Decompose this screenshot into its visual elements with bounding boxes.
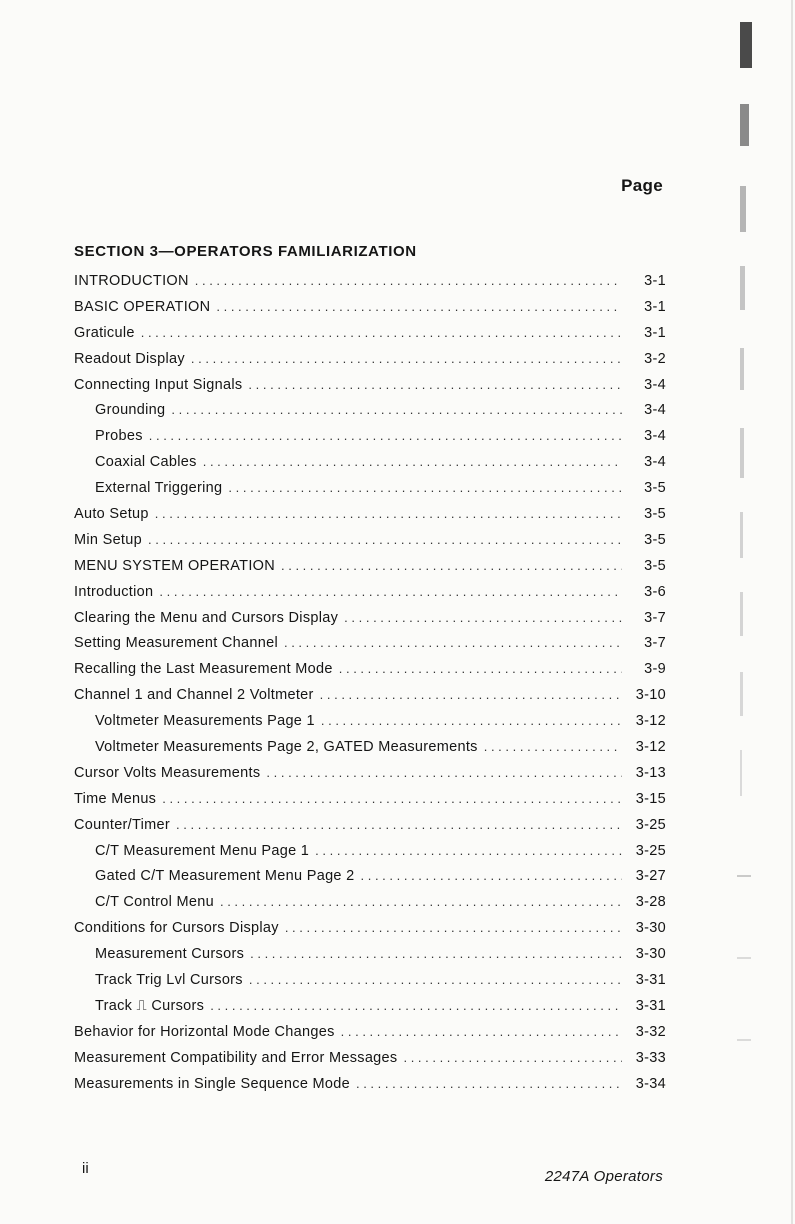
dot-leader bbox=[195, 273, 622, 288]
toc-entry bbox=[74, 894, 666, 920]
toc-entry bbox=[74, 946, 666, 972]
toc-entry bbox=[74, 273, 666, 299]
toc-entry bbox=[74, 713, 666, 739]
toc-entry-page: 3-30 bbox=[635, 946, 666, 963]
toc-entry bbox=[74, 972, 666, 998]
toc-entry bbox=[74, 817, 666, 843]
toc-entry bbox=[74, 1076, 666, 1102]
toc-entry bbox=[74, 325, 666, 351]
toc-entry bbox=[74, 506, 666, 532]
dot-leader bbox=[321, 713, 622, 728]
toc-entry-page: 3-4 bbox=[644, 454, 666, 471]
toc-entry-label: Voltmeter Measurements Page 2, GATED Measurements bbox=[95, 739, 478, 756]
toc-entry bbox=[74, 998, 666, 1024]
dot-leader bbox=[284, 635, 622, 650]
dot-leader bbox=[315, 843, 622, 858]
dot-leader bbox=[148, 532, 622, 547]
toc-entry-label: Graticule bbox=[74, 324, 135, 341]
dot-leader bbox=[339, 661, 622, 676]
toc-entry-label: BASIC OPERATION bbox=[74, 298, 211, 315]
toc-entry-page: 3-13 bbox=[635, 764, 666, 781]
toc-entry-page: 3-1 bbox=[644, 273, 666, 289]
toc-entry-page: 3-5 bbox=[644, 506, 666, 523]
toc-entry-page: 3-7 bbox=[644, 635, 666, 652]
toc-entry-page: 3-34 bbox=[635, 1075, 666, 1092]
toc-entry bbox=[74, 351, 666, 377]
toc-entry bbox=[74, 377, 666, 403]
toc-entry-label: INTRODUCTION bbox=[74, 273, 189, 289]
toc-entry-label: Channel 1 and Channel 2 Voltmeter bbox=[74, 687, 314, 704]
toc-entry-page: 3-32 bbox=[635, 1023, 666, 1040]
toc-entry-label: Measurements in Single Sequence Mode bbox=[74, 1075, 350, 1092]
dot-leader bbox=[249, 972, 622, 987]
toc-entry-page: 3-2 bbox=[644, 350, 666, 367]
toc-entry-page: 3-6 bbox=[644, 583, 666, 600]
toc-entry bbox=[74, 1050, 666, 1076]
page-number: ii bbox=[82, 1160, 89, 1177]
manual-title: 2247A Operators bbox=[544, 1168, 663, 1185]
dot-leader bbox=[191, 351, 622, 366]
dot-leader bbox=[403, 1050, 622, 1065]
toc-entry bbox=[74, 868, 666, 894]
toc-entry-page: 3-9 bbox=[644, 661, 666, 678]
toc-entry bbox=[74, 428, 666, 454]
dot-leader bbox=[361, 868, 623, 883]
toc-entry-page: 3-30 bbox=[635, 920, 666, 937]
dot-leader bbox=[356, 1076, 622, 1091]
dot-leader bbox=[216, 299, 622, 314]
toc-entry-page: 3-25 bbox=[635, 842, 666, 859]
dot-leader bbox=[171, 402, 622, 417]
table-of-contents bbox=[74, 273, 666, 1102]
toc-entry-label: Grounding bbox=[95, 402, 166, 419]
toc-entry-label: Counter/Timer bbox=[74, 816, 171, 833]
toc-entry-label: Time Menus bbox=[74, 790, 157, 807]
toc-entry-page: 3-31 bbox=[635, 997, 666, 1014]
toc-entry bbox=[74, 558, 666, 584]
toc-entry-label: Setting Measurement Channel bbox=[74, 635, 278, 652]
toc-entry-page: 3-1 bbox=[644, 298, 666, 315]
toc-entry bbox=[74, 687, 666, 713]
toc-entry-page: 3-33 bbox=[635, 1049, 666, 1066]
dot-leader bbox=[281, 558, 622, 573]
dot-leader bbox=[484, 739, 622, 754]
dot-leader bbox=[176, 817, 622, 832]
toc-entry-page: 3-1 bbox=[644, 324, 666, 341]
toc-entry bbox=[74, 739, 666, 765]
toc-entry-page: 3-5 bbox=[644, 480, 666, 497]
toc-entry-label: Probes bbox=[95, 428, 143, 445]
toc-entry-page: 3-28 bbox=[635, 894, 666, 911]
toc-entry bbox=[74, 480, 666, 506]
toc-entry-label: Coaxial Cables bbox=[95, 454, 197, 471]
dot-leader bbox=[266, 765, 622, 780]
toc-entry-label: MENU SYSTEM OPERATION bbox=[74, 557, 275, 574]
toc-entry bbox=[74, 402, 666, 428]
toc-entry-label: Track ⎍ Cursors bbox=[95, 997, 205, 1014]
toc-entry-label: Cursor Volts Measurements bbox=[74, 764, 261, 781]
dot-leader bbox=[285, 920, 622, 935]
toc-entry bbox=[74, 920, 666, 946]
toc-entry-page: 3-25 bbox=[635, 816, 666, 833]
toc-entry-label: Clearing the Menu and Cursors Display bbox=[74, 609, 339, 626]
toc-entry-label: Track Trig Lvl Cursors bbox=[95, 972, 243, 989]
toc-entry-page: 3-27 bbox=[635, 868, 666, 885]
dot-leader bbox=[228, 480, 622, 495]
toc-entry-label: C/T Control Menu bbox=[95, 894, 214, 911]
toc-entry-page: 3-12 bbox=[635, 739, 666, 756]
toc-entry-label: Behavior for Horizontal Mode Changes bbox=[74, 1023, 335, 1040]
dot-leader bbox=[203, 454, 622, 469]
dot-leader bbox=[248, 377, 622, 392]
toc-entry-label: Voltmeter Measurements Page 1 bbox=[95, 713, 315, 730]
dot-leader bbox=[320, 687, 622, 702]
toc-entry bbox=[74, 299, 666, 325]
toc-entry-page: 3-15 bbox=[635, 790, 666, 807]
dot-leader bbox=[210, 998, 622, 1013]
toc-entry-page: 3-10 bbox=[635, 687, 666, 704]
toc-entry-label: Recalling the Last Measurement Mode bbox=[74, 661, 333, 678]
toc-entry bbox=[74, 1024, 666, 1050]
toc-entry bbox=[74, 765, 666, 791]
toc-entry bbox=[74, 584, 666, 610]
toc-entry-label: Readout Display bbox=[74, 350, 185, 367]
dot-leader bbox=[155, 506, 622, 521]
toc-entry-page: 3-12 bbox=[635, 713, 666, 730]
toc-entry bbox=[74, 454, 666, 480]
toc-entry bbox=[74, 791, 666, 817]
toc-entry-page: 3-4 bbox=[644, 428, 666, 445]
dot-leader bbox=[162, 791, 622, 806]
toc-entry-label: Min Setup bbox=[74, 531, 142, 548]
dot-leader bbox=[149, 428, 622, 443]
page-column-heading: Page bbox=[621, 176, 663, 195]
dot-leader bbox=[344, 610, 622, 625]
dot-leader bbox=[141, 325, 622, 340]
toc-entry-label: External Triggering bbox=[95, 480, 223, 497]
toc-entry-label: Measurement Compatibility and Error Messages bbox=[74, 1049, 398, 1066]
dot-leader bbox=[250, 946, 622, 961]
toc-entry bbox=[74, 532, 666, 558]
toc-entry-label: Gated C/T Measurement Menu Page 2 bbox=[95, 868, 355, 885]
toc-entry-label: Auto Setup bbox=[74, 506, 149, 523]
toc-entry-label: Introduction bbox=[74, 583, 154, 600]
dot-leader bbox=[220, 894, 622, 909]
toc-entry-page: 3-5 bbox=[644, 531, 666, 548]
binding-edge-marks bbox=[735, 0, 795, 1224]
section-title: SECTION 3—OPERATORS FAMILIARIZATION bbox=[74, 243, 417, 260]
toc-entry-page: 3-4 bbox=[644, 376, 666, 393]
dot-leader bbox=[341, 1024, 622, 1039]
toc-entry bbox=[74, 843, 666, 869]
toc-entry bbox=[74, 635, 666, 661]
toc-entry-label: Measurement Cursors bbox=[95, 946, 245, 963]
toc-entry bbox=[74, 661, 666, 687]
dot-leader bbox=[159, 584, 622, 599]
toc-entry-label: Connecting Input Signals bbox=[74, 376, 243, 393]
toc-entry-label: C/T Measurement Menu Page 1 bbox=[95, 842, 310, 859]
toc-entry-page: 3-4 bbox=[644, 402, 666, 419]
toc-entry-page: 3-31 bbox=[635, 972, 666, 989]
toc-entry-label: Conditions for Cursors Display bbox=[74, 920, 279, 937]
toc-entry bbox=[74, 610, 666, 636]
toc-entry-page: 3-5 bbox=[644, 557, 666, 574]
toc-entry-page: 3-7 bbox=[644, 609, 666, 626]
